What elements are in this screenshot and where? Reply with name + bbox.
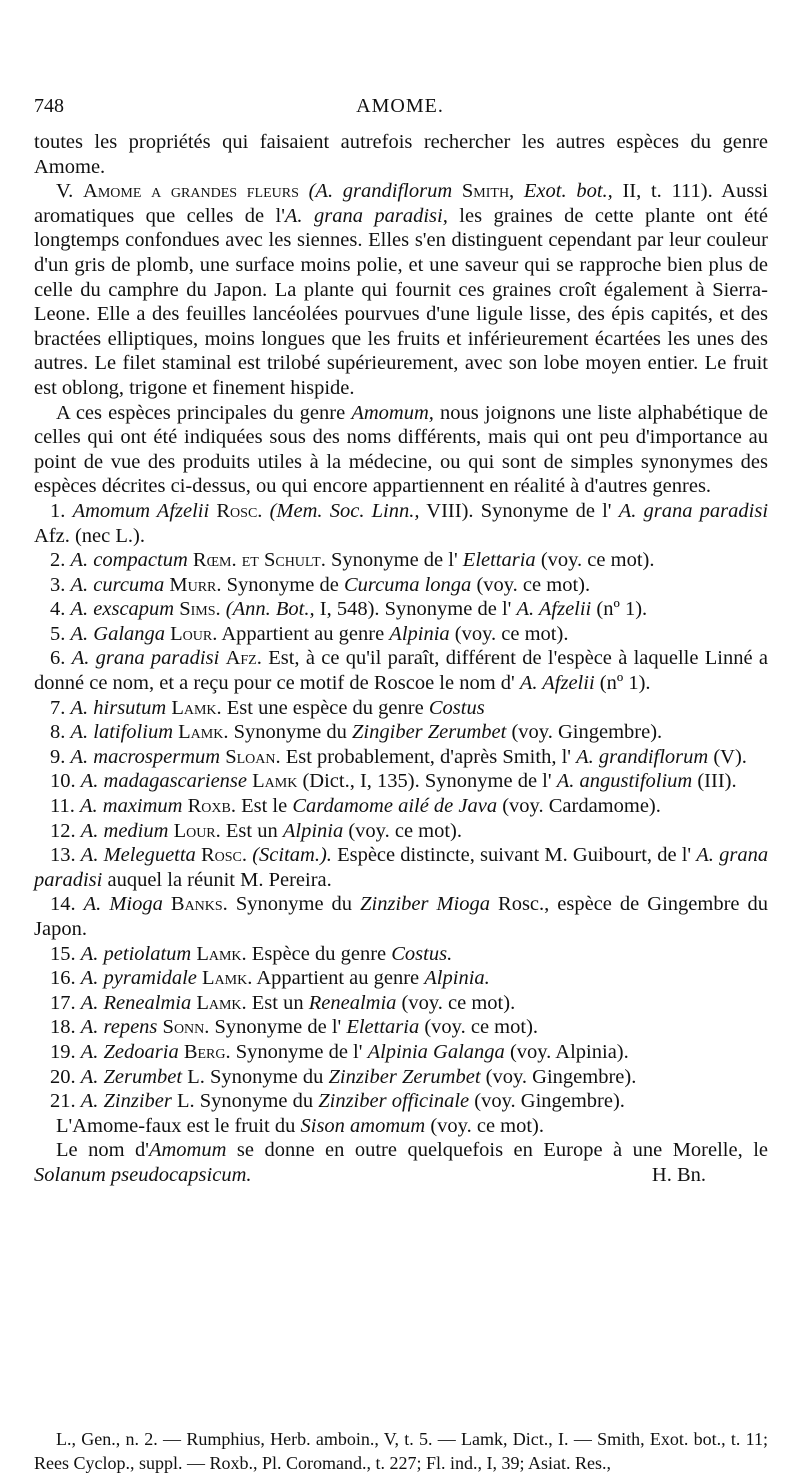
- section-v-paragraph: [34, 179, 768, 400]
- entry-target: Alpinia: [282, 819, 344, 842]
- entry-number: 20.: [50, 1065, 76, 1088]
- entry-source: (Mem. Soc. Linn.,: [269, 499, 420, 522]
- species-entry: [34, 794, 768, 819]
- entry-text: Synonyme de l': [235, 1040, 363, 1063]
- references-footnote: L., Gen., n. 2. — Rumphius, Herb. amboin., V, t. 5. — Lamk, Dict., I. — Smith, Exot. bot., t. 11; Rees Cyclop., suppl. — Roxb., Pl. Coromand., t. 227; Fl. ind., I, 39; Asiat. Res.,: [34, 1429, 768, 1473]
- entry-source: (Scitam.).: [252, 844, 332, 867]
- entry-target: Cardamome ailé de Java: [292, 795, 498, 818]
- species-entry: [34, 1089, 768, 1114]
- entry-author: Lamk.: [171, 696, 222, 719]
- entry-species: A. repens: [80, 1016, 158, 1039]
- entry-species: A. hirsutum: [70, 696, 167, 719]
- species-entry: [34, 1040, 768, 1065]
- entry-end: (III).: [697, 770, 737, 793]
- entry-target: Alpinia.: [424, 967, 490, 990]
- entry-species: A. compactum: [70, 549, 188, 572]
- entry-target: A. angustifolium: [556, 770, 693, 793]
- species-entry: [34, 646, 768, 695]
- entry-number: 4.: [50, 598, 66, 621]
- species-entry: [34, 892, 768, 941]
- species-entry: [34, 597, 768, 622]
- entry-text: Synonyme de: [226, 573, 339, 596]
- page-body: [34, 130, 768, 1188]
- entry-author: L.: [187, 1065, 205, 1088]
- entry-target: Elettaria: [462, 549, 536, 572]
- entry-target: Zinziber officinale: [318, 1090, 470, 1113]
- entry-author: Lamk.: [196, 942, 247, 965]
- entry-end: (voy. Gingembre).: [474, 1090, 625, 1113]
- entry-number: 8.: [50, 721, 66, 744]
- species-entry: [34, 548, 768, 573]
- entry-text: Est une espèce du genre: [226, 696, 424, 719]
- amome-faux-text-2: (voy. ce mot).: [430, 1114, 545, 1137]
- intro-text: toutes les propriétés qui faisaient autrefois rechercher les autres espèces du genre Amome.: [34, 131, 768, 178]
- entry-species: A. Renealmia: [80, 991, 192, 1014]
- entry-target: A. grandiflorum: [576, 745, 709, 768]
- entry-species: A. latifolium: [70, 721, 173, 744]
- entry-text: (Dict., I, 135). Synonyme de l': [302, 770, 552, 793]
- section-numeral: V.: [56, 180, 74, 203]
- entry-number: 3.: [50, 573, 66, 596]
- entry-text: Synonyme du: [233, 721, 347, 744]
- entry-text: Est un: [225, 819, 278, 842]
- entry-species: A. Galanga: [70, 622, 166, 645]
- entry-number: 15.: [50, 942, 76, 965]
- entry-species: A. curcuma: [70, 573, 165, 596]
- entry-author: Rosc.: [216, 499, 263, 522]
- entry-species: A. medium: [80, 819, 169, 842]
- closing-text-2: se donne en outre quelquefois en Europe à une Morelle, le: [236, 1139, 768, 1162]
- entry-text: Espèce distincte, suivant M. Guibourt, de l': [337, 844, 692, 867]
- entry-end: (voy. Cardamome).: [502, 795, 661, 818]
- closing-genus: Amomum: [148, 1139, 227, 1162]
- entry-species: A. Mioga: [83, 893, 163, 916]
- entry-end: (V).: [713, 745, 747, 768]
- entry-number: 10.: [50, 770, 76, 793]
- entry-source: (Ann. Bot.,: [225, 598, 315, 621]
- entry-number: 12.: [50, 819, 76, 842]
- species-entry: [34, 942, 768, 967]
- entry-text: Est le: [241, 795, 288, 818]
- entry-target: A. Afzelii: [519, 672, 595, 695]
- entry-author: Roxb.: [187, 795, 236, 818]
- entry-number: 16.: [50, 967, 76, 990]
- entry-number: 9.: [50, 745, 66, 768]
- entry-species: A. grana paradisi: [71, 647, 220, 670]
- page-number: 748: [34, 95, 64, 117]
- entry-author: Afz.: [225, 647, 262, 670]
- entry-end: Afz. (nec L.).: [34, 524, 145, 547]
- entry-end: (nº 1).: [596, 598, 648, 621]
- section-name: Amome a grandes fleurs: [83, 180, 299, 203]
- entry-end: (voy. ce mot).: [401, 991, 516, 1014]
- entry-species: A. Meleguetta: [80, 844, 196, 867]
- entry-number: 17.: [50, 991, 76, 1014]
- entry-species: A. pyramidale: [80, 967, 197, 990]
- entry-author: Lamk.: [178, 721, 229, 744]
- section-author: Smith,: [461, 180, 515, 203]
- entry-target: Costus.: [391, 942, 453, 965]
- entry-author: Berg.: [183, 1040, 231, 1063]
- entry-target: Alpinia Galanga: [367, 1040, 505, 1063]
- closing-species: Solanum pseudocapsicum.: [34, 1163, 252, 1186]
- entry-species: A. petiolatum: [80, 942, 192, 965]
- entry-end: Rosc., espèce de Gingembre du Japon.: [34, 893, 769, 940]
- amome-faux-species: Sison amomum: [300, 1114, 426, 1137]
- entry-number: 7.: [50, 696, 66, 719]
- section-source: Exot. bot.,: [523, 180, 613, 203]
- closing-paragraph: [34, 1138, 768, 1187]
- species-entry: [34, 573, 768, 598]
- entry-author: Lamk.: [196, 991, 247, 1014]
- entry-target: Zingiber Zerumbet: [352, 721, 507, 744]
- entry-target: A. Afzelii: [516, 598, 592, 621]
- entry-text: Appartient au genre: [221, 622, 385, 645]
- entry-end: (voy. ce mot).: [348, 819, 463, 842]
- list-intro-paragraph: [34, 401, 768, 499]
- species-entry: [34, 991, 768, 1016]
- entry-author: Rœm. et Schult.: [192, 549, 326, 572]
- species-list: [34, 499, 768, 1114]
- entry-author: Lour.: [173, 819, 221, 842]
- entry-text: Synonyme du: [199, 1090, 314, 1113]
- entry-author: Sonn.: [162, 1016, 210, 1039]
- species-entry: [34, 843, 768, 892]
- section-species: (A. grandiflorum: [308, 180, 453, 203]
- list-intro-text-1: A ces espèces principales du genre: [56, 401, 346, 424]
- entry-number: 14.: [50, 893, 76, 916]
- species-entry: [34, 622, 768, 647]
- entry-number: 19.: [50, 1040, 76, 1063]
- entry-target: Zinziber Zerumbet: [328, 1065, 481, 1088]
- entry-text: Est, à ce qu'il paraît, différent de l'espèce à laquelle Linné a donné ce nom, et a reçu pour ce motif de Roscoe le nom d': [34, 647, 769, 695]
- species-entry: [34, 720, 768, 745]
- amome-faux-text-1: L'Amome-faux est le fruit du: [56, 1114, 296, 1137]
- entry-species: A. Zedoaria: [80, 1040, 179, 1063]
- entry-end: auquel la réunit M. Pereira.: [107, 868, 332, 891]
- entry-species: A. maximum: [80, 795, 183, 818]
- entry-text: Synonyme du: [210, 1065, 324, 1088]
- entry-text: Est probablement, d'après Smith, l': [285, 745, 571, 768]
- section-ref: II, t. 111).: [622, 180, 713, 203]
- entry-species: A. macrospermum: [70, 745, 221, 768]
- entry-species: Amomum Afzelii: [72, 499, 210, 522]
- entry-end: (nº 1).: [599, 672, 651, 695]
- entry-species: A. Zinziber: [80, 1090, 172, 1113]
- entry-target: Zinziber Mioga: [360, 893, 490, 916]
- entry-end: (voy. Gingembre).: [485, 1065, 637, 1088]
- entry-species: A. exscapum: [70, 598, 175, 621]
- entry-target: Elettaria: [346, 1016, 420, 1039]
- entry-author: Lamk.: [202, 967, 253, 990]
- species-entry: [34, 696, 768, 721]
- entry-end: (voy. Gingembre).: [511, 721, 663, 744]
- entry-author: Murr.: [169, 573, 222, 596]
- entry-end: (voy. ce mot).: [424, 1016, 539, 1039]
- species-entry: [34, 769, 768, 794]
- entry-target: Curcuma longa: [343, 573, 472, 596]
- section-species-2: A. grana paradisi,: [284, 204, 448, 227]
- entry-number: 5.: [50, 622, 66, 645]
- closing-text-1: Le nom d': [56, 1139, 149, 1162]
- entry-author: Banks.: [170, 893, 228, 916]
- species-entry: [34, 819, 768, 844]
- entry-author: Lour.: [170, 622, 218, 645]
- entry-number: 11.: [50, 795, 75, 818]
- entry-number: 21.: [50, 1090, 76, 1113]
- entry-end: (voy. ce mot).: [454, 622, 569, 645]
- entry-author: L.: [177, 1090, 195, 1113]
- entry-species: A. Zerumbet: [80, 1065, 183, 1088]
- running-title: AMOME.: [356, 95, 444, 117]
- entry-author: Sloan.: [225, 745, 281, 768]
- species-entry: [34, 745, 768, 770]
- page-header: [34, 95, 766, 121]
- section-text-1: Aussi aromatiques que celles de l': [34, 180, 769, 227]
- entry-number: 1.: [50, 499, 66, 522]
- entry-number: 2.: [50, 549, 66, 572]
- entry-text: Espèce du genre: [251, 942, 387, 965]
- entry-target: Costus: [428, 696, 485, 719]
- entry-author: Lamk: [252, 770, 298, 793]
- entry-text: VIII). Synonyme de l': [426, 499, 612, 522]
- entry-text: Appartient au genre: [256, 967, 420, 990]
- entry-text: Synonyme du: [235, 893, 353, 916]
- entry-number: 6.: [50, 647, 66, 670]
- entry-text: Est un: [251, 991, 304, 1014]
- entry-text: Synonyme de l': [330, 549, 458, 572]
- species-entry: [34, 499, 768, 548]
- section-text-2: les graines de cette plante ont été longtemps confondues avec les siennes. Elles s'en distinguent cependant par leur couleur d'un gris de plomb, une surface moins polie, et une saveur qui se rapproche bien plus de celle du camphre du Japon. La plante qui fournit ces graines croît également à Sierra-Leone. Elle a des feuilles lancéolées pourvues d'une ligule lisse, des épis capités, et des bractées elliptiques, moins longues que les fruits et inférieurement écartées les unes des autres. Le filet staminal est trilobé supérieurement, avec son lobe moyen entier. Le fruit est oblong, trigone et finement hispide.: [34, 204, 769, 399]
- amome-faux-paragraph: [34, 1114, 768, 1139]
- entry-target: A. grana paradisi: [618, 499, 769, 522]
- species-entry: [34, 966, 768, 991]
- entry-end: (voy. Alpinia).: [509, 1040, 629, 1063]
- species-entry: [34, 1015, 768, 1040]
- entry-target: Renealmia: [308, 991, 397, 1014]
- entry-species: A. madagascariense: [80, 770, 248, 793]
- entry-number: 13.: [50, 844, 76, 867]
- entry-end: (voy. ce mot).: [476, 573, 591, 596]
- list-intro-text-2: nous joignons une liste alphabétique de celles qui ont été indiquées sous des noms différents, mais qui ont peu d'importance au point de vue des produits utiles à la médecine, ou qui sont de simples synonymes des espèces décrites ci-dessus, ou qui encore appartiennent en réalité à d'autres genres.: [34, 401, 768, 498]
- author-signature: H. Bn.: [651, 1163, 706, 1186]
- entry-text: Synonyme de l': [214, 1016, 342, 1039]
- entry-author: Rosc.: [200, 844, 248, 867]
- entry-end: (voy. ce mot).: [540, 549, 655, 572]
- entry-target: A. grana paradisi: [34, 844, 769, 891]
- entry-target: Alpinia: [389, 622, 450, 645]
- entry-author: Sims.: [179, 598, 221, 621]
- entry-text: I, 548). Synonyme de l': [319, 598, 512, 621]
- species-entry: [34, 1065, 768, 1090]
- list-intro-genus: Amomum,: [351, 401, 434, 424]
- entry-number: 18.: [50, 1016, 76, 1039]
- intro-paragraph: [34, 130, 768, 179]
